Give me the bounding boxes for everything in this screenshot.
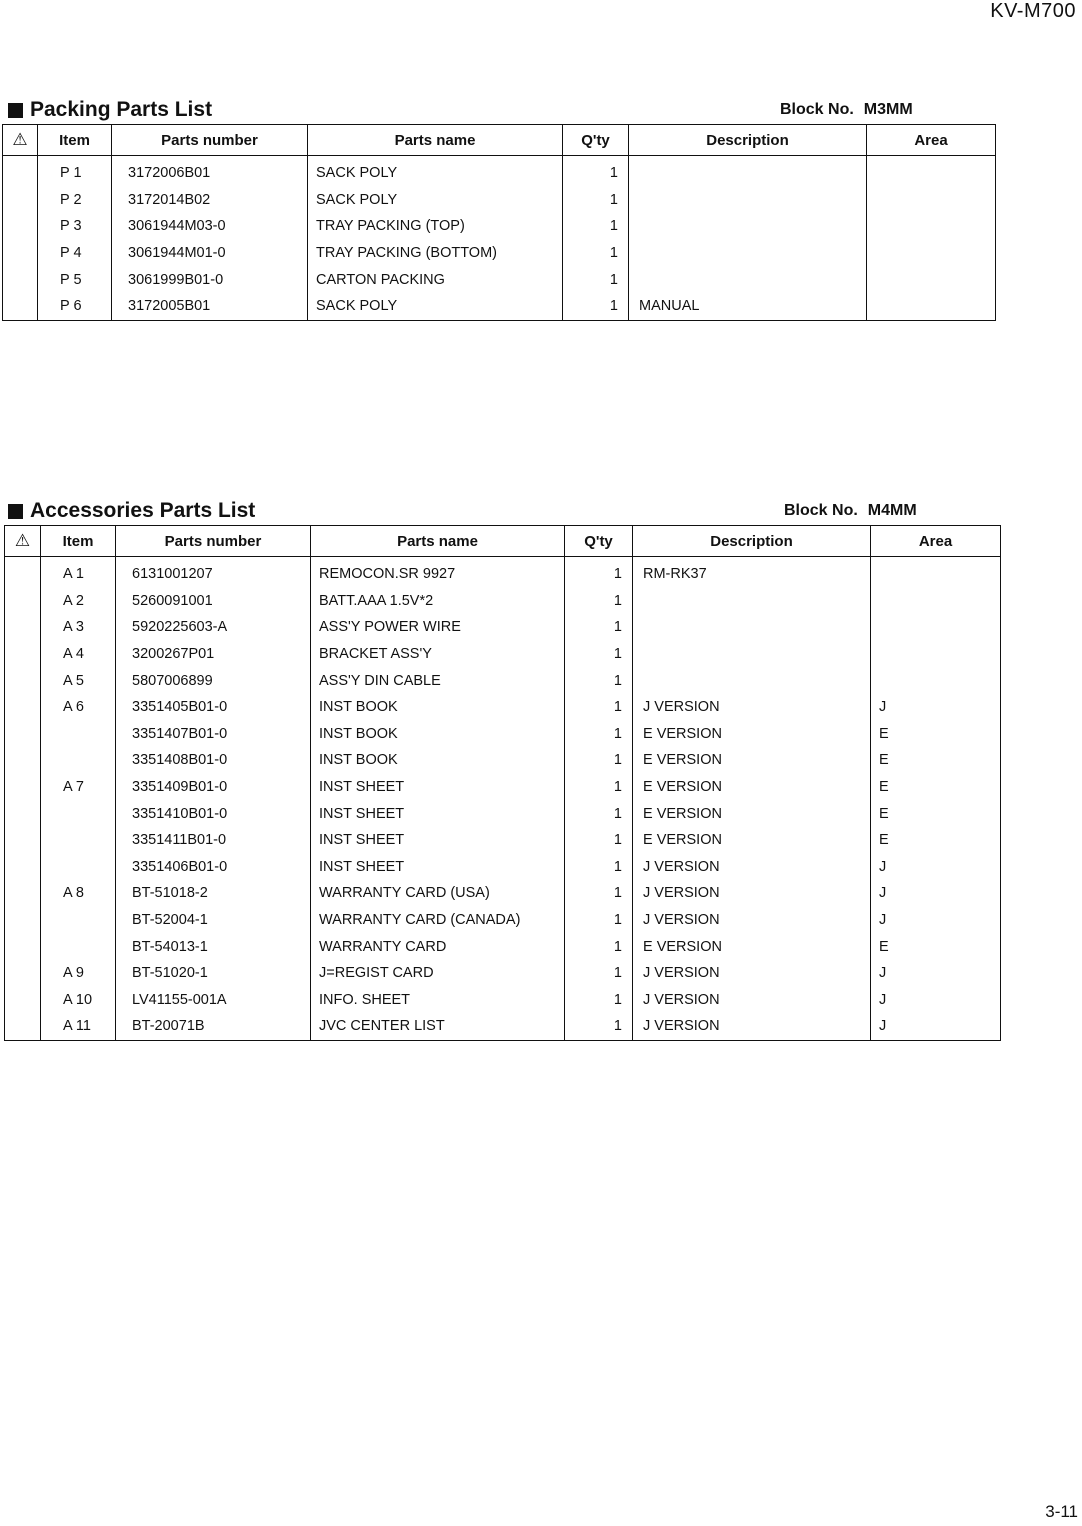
item-cell: P 3 xyxy=(38,213,112,240)
description-cell: E VERSION xyxy=(633,747,871,774)
description-cell xyxy=(629,266,867,293)
qty-column-header: Q'ty xyxy=(565,526,633,557)
qty-cell: 1 xyxy=(565,1013,633,1040)
parts-name-cell: TRAY PACKING (TOP) xyxy=(308,213,563,240)
parts-number-cell: LV41155-001A xyxy=(116,987,311,1014)
warning-cell xyxy=(5,854,41,881)
area-cell xyxy=(867,187,996,214)
item-cell xyxy=(41,827,116,854)
table-row xyxy=(5,774,1001,801)
warning-triangle-icon: ⚠ xyxy=(14,531,31,550)
table-row xyxy=(5,747,1001,774)
table-row xyxy=(3,213,996,240)
qty-cell: 1 xyxy=(563,213,629,240)
area-cell: J xyxy=(871,854,1001,881)
item-column-header: Item xyxy=(41,526,116,557)
area-cell: J xyxy=(871,1013,1001,1040)
qty-column-header: Q'ty xyxy=(563,125,629,156)
packing-header-row xyxy=(3,125,996,156)
table-row xyxy=(3,266,996,293)
area-cell: E xyxy=(871,721,1001,748)
warning-cell xyxy=(5,827,41,854)
area-cell: E xyxy=(871,933,1001,960)
accessories-parts-table xyxy=(4,525,1001,1041)
item-cell: A 6 xyxy=(41,694,116,721)
area-cell xyxy=(867,293,996,320)
qty-cell: 1 xyxy=(565,854,633,881)
parts-number-cell: 3351411B01-0 xyxy=(116,827,311,854)
warning-cell xyxy=(5,960,41,987)
item-cell: A 4 xyxy=(41,641,116,668)
qty-cell: 1 xyxy=(565,557,633,588)
parts-name-cell: INST SHEET xyxy=(311,854,565,881)
model-number: KV-M700 xyxy=(990,0,1076,22)
description-cell xyxy=(633,614,871,641)
description-cell xyxy=(629,213,867,240)
parts-number-cell: 3172005B01 xyxy=(112,293,308,320)
warning-cell xyxy=(5,907,41,934)
warning-cell xyxy=(3,213,38,240)
accessories-section-title xyxy=(8,499,255,523)
item-cell xyxy=(41,933,116,960)
area-cell xyxy=(867,156,996,187)
packing-title-text: Packing Parts List xyxy=(30,98,213,121)
qty-cell: 1 xyxy=(565,747,633,774)
area-cell: J xyxy=(871,907,1001,934)
square-bullet-icon xyxy=(8,504,23,519)
parts-name-cell: ASS'Y DIN CABLE xyxy=(311,667,565,694)
qty-cell: 1 xyxy=(565,933,633,960)
table-row xyxy=(5,641,1001,668)
item-cell: P 2 xyxy=(38,187,112,214)
parts-name-cell: SACK POLY xyxy=(308,187,563,214)
item-cell: P 5 xyxy=(38,266,112,293)
parts-name-cell: INST BOOK xyxy=(311,721,565,748)
item-cell: P 6 xyxy=(38,293,112,320)
warning-cell xyxy=(5,933,41,960)
warning-cell xyxy=(5,774,41,801)
area-cell: E xyxy=(871,747,1001,774)
area-cell xyxy=(867,240,996,267)
accessories-block-number xyxy=(784,502,917,520)
parts-number-cell: 3172014B02 xyxy=(112,187,308,214)
area-cell: E xyxy=(871,800,1001,827)
parts-number-cell: BT-51020-1 xyxy=(116,960,311,987)
table-row xyxy=(5,987,1001,1014)
item-cell: A 3 xyxy=(41,614,116,641)
parts-name-cell: INST BOOK xyxy=(311,747,565,774)
packing-section-title xyxy=(8,98,212,122)
parts-name-cell: INST SHEET xyxy=(311,800,565,827)
parts-name-cell: WARRANTY CARD (USA) xyxy=(311,880,565,907)
parts-number-cell: 5807006899 xyxy=(116,667,311,694)
parts-number-cell: 3351407B01-0 xyxy=(116,721,311,748)
parts-name-cell: JVC CENTER LIST xyxy=(311,1013,565,1040)
parts-number-cell: BT-20071B xyxy=(116,1013,311,1040)
parts-name-cell: TRAY PACKING (BOTTOM) xyxy=(308,240,563,267)
qty-cell: 1 xyxy=(563,156,629,187)
warning-cell xyxy=(5,641,41,668)
parts-number-column-header: Parts number xyxy=(116,526,311,557)
parts-number-cell: 3061999B01-0 xyxy=(112,266,308,293)
item-cell xyxy=(41,721,116,748)
warning-cell xyxy=(3,187,38,214)
accessories-header-row xyxy=(5,526,1001,557)
qty-cell: 1 xyxy=(565,880,633,907)
packing-block-number xyxy=(780,101,913,119)
description-cell xyxy=(633,667,871,694)
page-number: 3-11 xyxy=(1045,1502,1078,1521)
qty-cell: 1 xyxy=(565,800,633,827)
warning-cell xyxy=(5,721,41,748)
parts-name-cell: ASS'Y POWER WIRE xyxy=(311,614,565,641)
qty-cell: 1 xyxy=(563,187,629,214)
area-cell xyxy=(867,213,996,240)
warning-cell xyxy=(3,293,38,320)
item-cell: A 2 xyxy=(41,588,116,615)
item-cell: A 7 xyxy=(41,774,116,801)
warning-column-header xyxy=(3,125,38,156)
area-cell: E xyxy=(871,774,1001,801)
qty-cell: 1 xyxy=(565,721,633,748)
area-cell xyxy=(871,667,1001,694)
qty-cell: 1 xyxy=(563,266,629,293)
warning-triangle-icon: ⚠ xyxy=(12,130,28,149)
description-cell: J VERSION xyxy=(633,1013,871,1040)
parts-number-cell: 3061944M01-0 xyxy=(112,240,308,267)
qty-cell: 1 xyxy=(565,827,633,854)
area-column-header: Area xyxy=(867,125,996,156)
qty-cell: 1 xyxy=(565,774,633,801)
item-cell: P 1 xyxy=(38,156,112,187)
parts-number-cell: 3351405B01-0 xyxy=(116,694,311,721)
parts-name-cell: BRACKET ASS'Y xyxy=(311,641,565,668)
item-cell xyxy=(41,854,116,881)
parts-number-cell: 3351410B01-0 xyxy=(116,800,311,827)
accessories-block-code: M4MM xyxy=(867,502,917,519)
description-cell: E VERSION xyxy=(633,800,871,827)
parts-name-column-header: Parts name xyxy=(311,526,565,557)
parts-number-cell: 3061944M03-0 xyxy=(112,213,308,240)
description-cell: J VERSION xyxy=(633,987,871,1014)
qty-cell: 1 xyxy=(565,588,633,615)
warning-cell xyxy=(5,1013,41,1040)
description-cell xyxy=(633,641,871,668)
parts-name-cell: INST SHEET xyxy=(311,774,565,801)
parts-number-cell: 3351406B01-0 xyxy=(116,854,311,881)
table-row xyxy=(5,854,1001,881)
parts-number-cell: 3200267P01 xyxy=(116,641,311,668)
area-cell xyxy=(871,588,1001,615)
table-row xyxy=(3,156,996,187)
qty-cell: 1 xyxy=(565,960,633,987)
table-row xyxy=(5,960,1001,987)
warning-cell xyxy=(3,156,38,187)
description-cell xyxy=(629,156,867,187)
warning-cell xyxy=(5,588,41,615)
description-cell: J VERSION xyxy=(633,694,871,721)
description-column-header: Description xyxy=(629,125,867,156)
parts-number-cell: 5260091001 xyxy=(116,588,311,615)
qty-cell: 1 xyxy=(565,694,633,721)
item-cell xyxy=(41,800,116,827)
parts-name-cell: J=REGIST CARD xyxy=(311,960,565,987)
area-cell: E xyxy=(871,827,1001,854)
parts-name-cell: WARRANTY CARD (CANADA) xyxy=(311,907,565,934)
parts-name-cell: INFO. SHEET xyxy=(311,987,565,1014)
item-cell xyxy=(41,907,116,934)
accessories-block-label: Block No. xyxy=(784,502,858,519)
table-row xyxy=(3,240,996,267)
warning-cell xyxy=(5,987,41,1014)
parts-name-cell: REMOCON.SR 9927 xyxy=(311,557,565,588)
warning-cell xyxy=(3,266,38,293)
warning-cell xyxy=(5,557,41,588)
item-cell: P 4 xyxy=(38,240,112,267)
parts-name-column-header: Parts name xyxy=(308,125,563,156)
item-cell: A 8 xyxy=(41,880,116,907)
warning-cell xyxy=(5,880,41,907)
item-cell: A 1 xyxy=(41,557,116,588)
table-row xyxy=(3,187,996,214)
description-cell: J VERSION xyxy=(633,907,871,934)
description-cell xyxy=(629,187,867,214)
table-row xyxy=(5,667,1001,694)
parts-number-cell: BT-51018-2 xyxy=(116,880,311,907)
parts-name-cell: BATT.AAA 1.5V*2 xyxy=(311,588,565,615)
warning-cell xyxy=(5,747,41,774)
table-row xyxy=(5,588,1001,615)
item-cell: A 5 xyxy=(41,667,116,694)
qty-cell: 1 xyxy=(563,293,629,320)
warning-cell xyxy=(5,694,41,721)
area-column-header: Area xyxy=(871,526,1001,557)
parts-name-cell: CARTON PACKING xyxy=(308,266,563,293)
parts-number-cell: 3351408B01-0 xyxy=(116,747,311,774)
qty-cell: 1 xyxy=(565,641,633,668)
area-cell: J xyxy=(871,960,1001,987)
qty-cell: 1 xyxy=(565,667,633,694)
warning-column-header xyxy=(5,526,41,557)
table-row xyxy=(5,933,1001,960)
description-cell xyxy=(629,240,867,267)
packing-block-code: M3MM xyxy=(863,101,913,118)
area-cell: J xyxy=(871,694,1001,721)
description-cell: E VERSION xyxy=(633,721,871,748)
description-column-header: Description xyxy=(633,526,871,557)
item-cell: A 9 xyxy=(41,960,116,987)
table-row xyxy=(5,721,1001,748)
table-row xyxy=(5,827,1001,854)
parts-name-cell: SACK POLY xyxy=(308,293,563,320)
parts-number-cell: 3351409B01-0 xyxy=(116,774,311,801)
warning-cell xyxy=(3,240,38,267)
area-cell xyxy=(871,557,1001,588)
description-cell: J VERSION xyxy=(633,880,871,907)
parts-name-cell: SACK POLY xyxy=(308,156,563,187)
parts-name-cell: INST BOOK xyxy=(311,694,565,721)
table-row xyxy=(3,293,996,320)
table-row xyxy=(5,614,1001,641)
packing-block-label: Block No. xyxy=(780,101,854,118)
description-cell: E VERSION xyxy=(633,827,871,854)
area-cell xyxy=(871,641,1001,668)
item-cell: A 11 xyxy=(41,1013,116,1040)
item-column-header: Item xyxy=(38,125,112,156)
warning-cell xyxy=(5,667,41,694)
area-cell xyxy=(867,266,996,293)
table-row xyxy=(5,880,1001,907)
description-cell: J VERSION xyxy=(633,960,871,987)
qty-cell: 1 xyxy=(563,240,629,267)
table-row xyxy=(5,694,1001,721)
qty-cell: 1 xyxy=(565,907,633,934)
description-cell: MANUAL xyxy=(629,293,867,320)
parts-name-cell: INST SHEET xyxy=(311,827,565,854)
description-cell: E VERSION xyxy=(633,933,871,960)
parts-number-cell: 5920225603-A xyxy=(116,614,311,641)
table-row xyxy=(5,800,1001,827)
area-cell: J xyxy=(871,880,1001,907)
warning-cell xyxy=(5,800,41,827)
packing-parts-table xyxy=(2,124,996,321)
item-cell: A 10 xyxy=(41,987,116,1014)
accessories-title-text: Accessories Parts List xyxy=(30,499,256,522)
parts-number-cell: 6131001207 xyxy=(116,557,311,588)
qty-cell: 1 xyxy=(565,987,633,1014)
description-cell xyxy=(633,588,871,615)
parts-number-cell: BT-54013-1 xyxy=(116,933,311,960)
table-row xyxy=(5,1013,1001,1040)
parts-number-column-header: Parts number xyxy=(112,125,308,156)
area-cell xyxy=(871,614,1001,641)
table-row xyxy=(5,907,1001,934)
qty-cell: 1 xyxy=(565,614,633,641)
parts-number-cell: BT-52004-1 xyxy=(116,907,311,934)
description-cell: J VERSION xyxy=(633,854,871,881)
item-cell xyxy=(41,747,116,774)
table-row xyxy=(5,557,1001,588)
parts-name-cell: WARRANTY CARD xyxy=(311,933,565,960)
description-cell: RM-RK37 xyxy=(633,557,871,588)
area-cell: J xyxy=(871,987,1001,1014)
warning-cell xyxy=(5,614,41,641)
description-cell: E VERSION xyxy=(633,774,871,801)
square-bullet-icon xyxy=(8,103,23,118)
parts-number-cell: 3172006B01 xyxy=(112,156,308,187)
